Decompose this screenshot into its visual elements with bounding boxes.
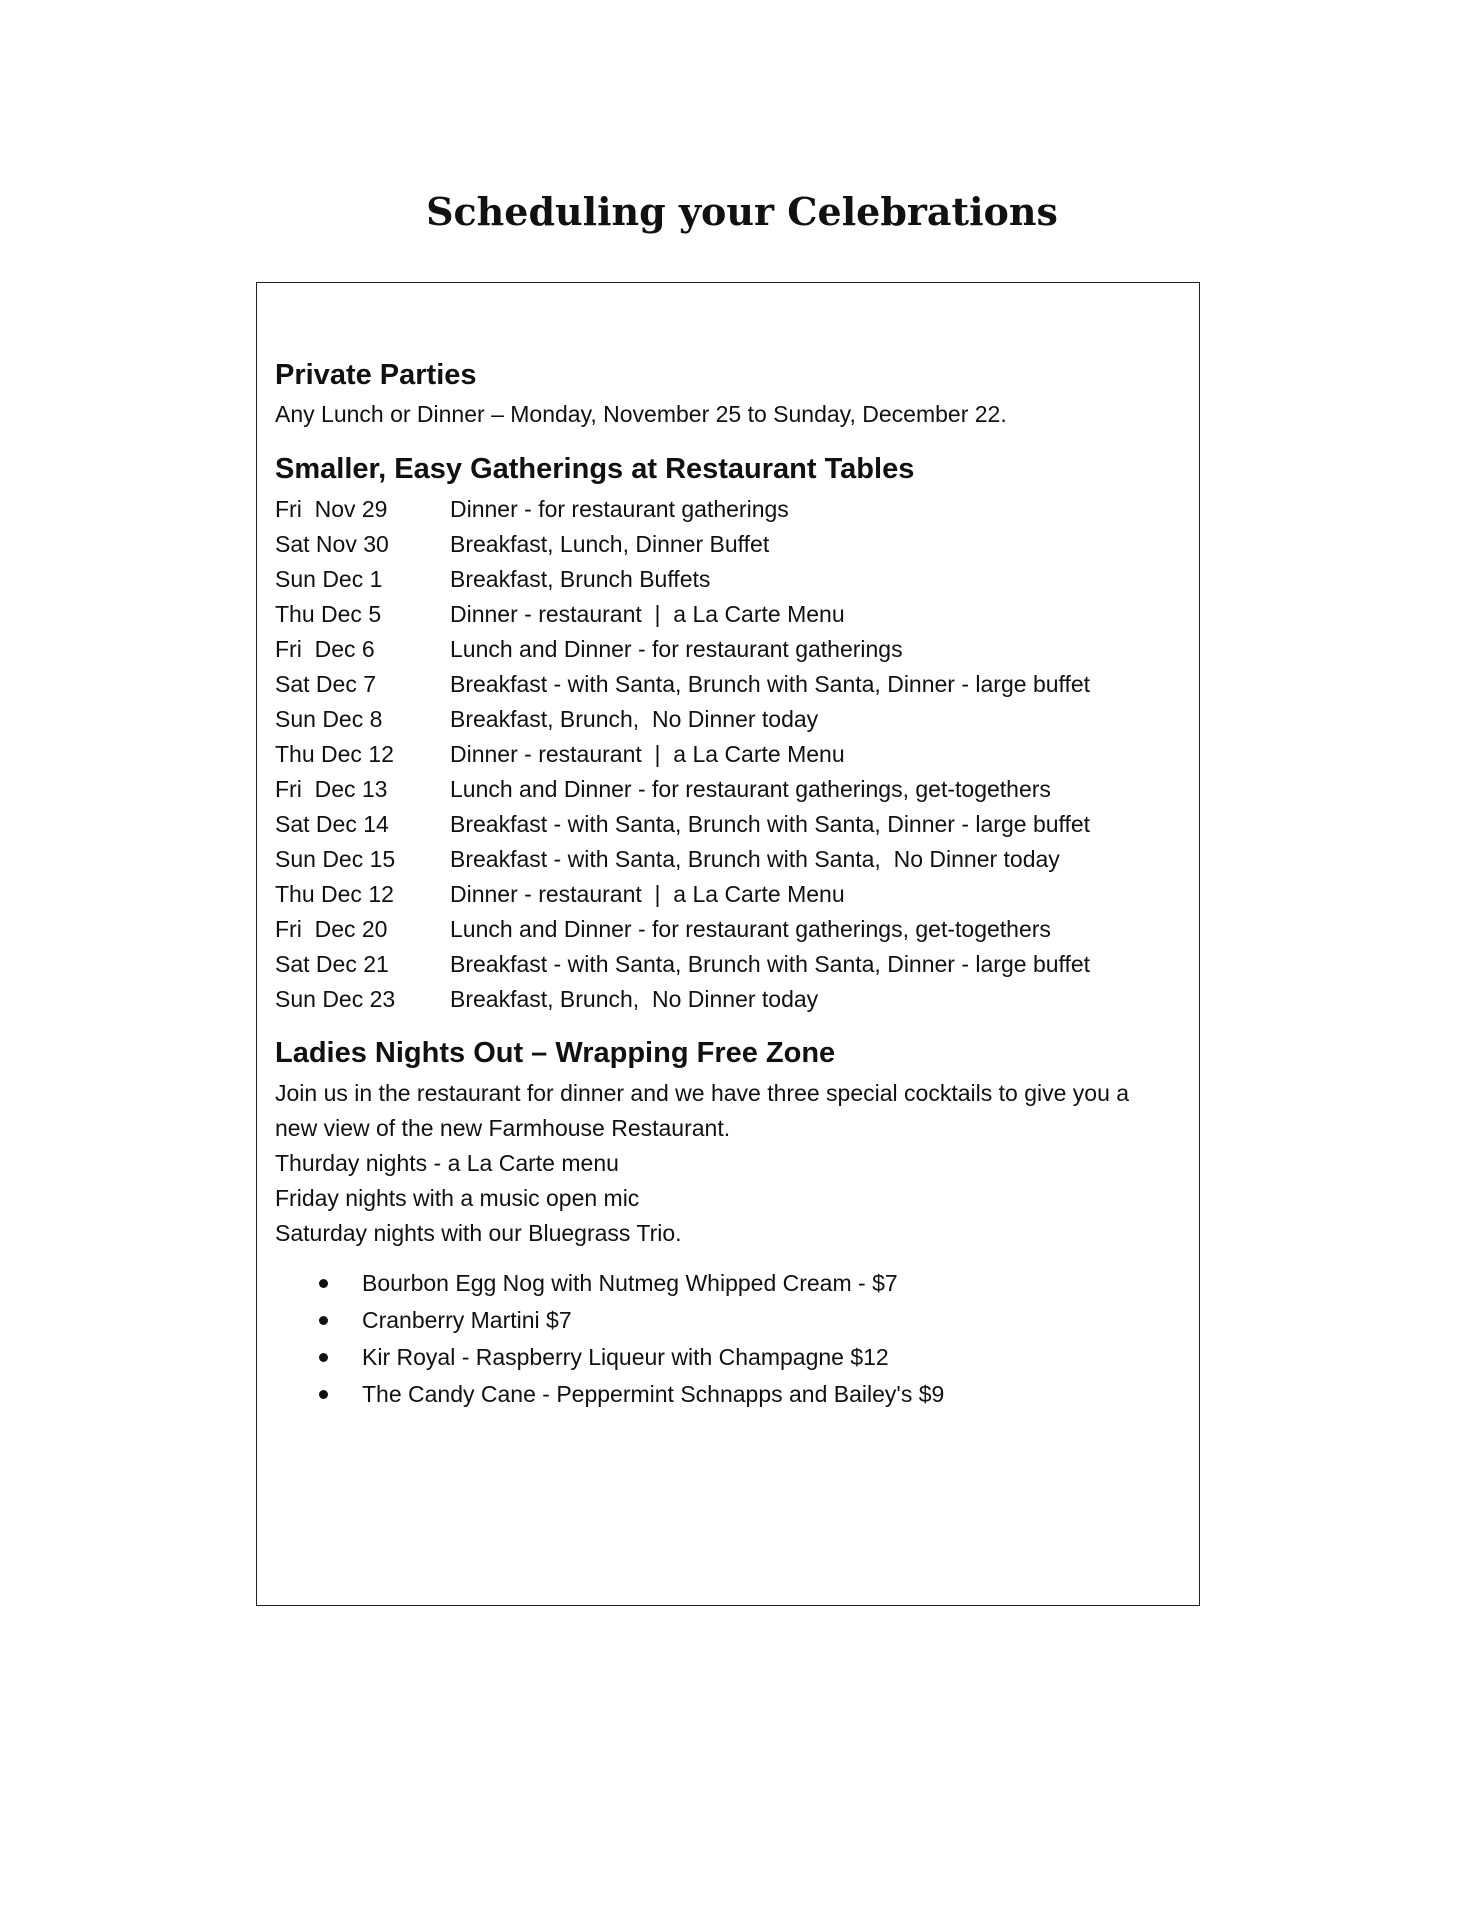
bullet-icon [275,1265,362,1302]
schedule-row [275,667,1185,702]
schedule-desc: Dinner - restaurant | a La Carte Menu [450,881,845,907]
schedule-day: Sun Dec 23 [275,986,396,1012]
schedule-row [275,982,1185,1017]
schedule-desc: Breakfast - with Santa, Brunch with Santa, Dinner - large buffet [450,811,1091,837]
schedule-row [275,842,1185,877]
page-title: Scheduling your Celebrations [426,189,1058,234]
schedule-desc: Lunch and Dinner - for restaurant gatherings, get-togethers [450,776,1051,802]
paragraph-line: new view of the new Farmhouse Restaurant. [275,1115,731,1141]
schedule-desc: Breakfast, Brunch, No Dinner today [450,706,819,732]
cocktail-text: The Candy Cane - Peppermint Schnapps and Bailey's $9 [362,1381,945,1407]
schedule-day: Sun Dec 1 [275,566,383,592]
schedule-day: Sat Nov 30 [275,531,389,557]
box-content [275,355,1185,1413]
smaller-gatherings-heading: Smaller, Easy Gatherings at Restaurant Tables [275,453,915,485]
schedule-day: Fri Nov 29 [275,496,388,522]
schedule-row [275,912,1185,947]
schedule-desc: Dinner - restaurant | a La Carte Menu [450,741,845,767]
paragraph-line: Friday nights with a music open mic [275,1185,640,1211]
ladies-nights-heading: Ladies Nights Out – Wrapping Free Zone [275,1037,836,1069]
schedule-row [275,527,1185,562]
schedule-list [275,492,1185,1017]
private-parties-text: Any Lunch or Dinner – Monday, November 25 to Sunday, December 22. [275,401,1007,427]
schedule-desc: Breakfast, Brunch Buffets [450,566,711,592]
cocktail-list [275,1265,1185,1413]
cocktail-text: Kir Royal - Raspberry Liqueur with Champagne $12 [362,1344,889,1370]
schedule-day: Fri Dec 13 [275,776,388,802]
cocktail-text: Bourbon Egg Nog with Nutmeg Whipped Cream - $7 [362,1270,898,1296]
ladies-nights-paragraph [275,1076,1185,1251]
schedule-desc: Breakfast - with Santa, Brunch with Santa, Dinner - large buffet [450,951,1091,977]
bullet-icon [275,1376,362,1413]
celebrations-box [256,282,1200,1606]
schedule-day: Thu Dec 5 [275,601,382,627]
private-parties-heading: Private Parties [275,359,477,391]
schedule-row [275,632,1185,667]
cocktail-text: Cranberry Martini $7 [362,1307,572,1333]
cocktail-item [275,1302,1185,1339]
schedule-day: Sat Dec 21 [275,951,389,977]
schedule-row [275,562,1185,597]
schedule-row [275,807,1185,842]
schedule-day: Fri Dec 6 [275,636,375,662]
schedule-desc: Lunch and Dinner - for restaurant gatherings, get-togethers [450,916,1051,942]
schedule-row [275,597,1185,632]
paragraph-line: Join us in the restaurant for dinner and we have three special cocktails to give you a [275,1080,1130,1106]
schedule-desc: Breakfast - with Santa, Brunch with Santa, Dinner - large buffet [450,671,1091,697]
schedule-desc: Dinner - for restaurant gatherings [450,496,789,522]
cocktail-item [275,1339,1185,1376]
schedule-day: Fri Dec 20 [275,916,388,942]
schedule-desc: Lunch and Dinner - for restaurant gatherings [450,636,903,662]
schedule-day: Sun Dec 8 [275,706,383,732]
schedule-row [275,772,1185,807]
schedule-row [275,737,1185,772]
schedule-row [275,877,1185,912]
schedule-day: Sat Dec 7 [275,671,376,697]
schedule-desc: Dinner - restaurant | a La Carte Menu [450,601,845,627]
schedule-desc: Breakfast - with Santa, Brunch with Santa, No Dinner today [450,846,1060,872]
bullet-icon [275,1302,362,1339]
schedule-row [275,947,1185,982]
schedule-desc: Breakfast, Lunch, Dinner Buffet [450,531,770,557]
schedule-day: Sun Dec 15 [275,846,396,872]
cocktail-item [275,1265,1185,1302]
schedule-row [275,492,1185,527]
cocktail-item [275,1376,1185,1413]
schedule-row [275,702,1185,737]
schedule-day: Thu Dec 12 [275,881,394,907]
schedule-desc: Breakfast, Brunch, No Dinner today [450,986,819,1012]
paragraph-line: Saturday nights with our Bluegrass Trio. [275,1220,682,1246]
paragraph-line: Thurday nights - a La Carte menu [275,1150,619,1176]
schedule-day: Thu Dec 12 [275,741,394,767]
schedule-day: Sat Dec 14 [275,811,389,837]
bullet-icon [275,1339,362,1376]
